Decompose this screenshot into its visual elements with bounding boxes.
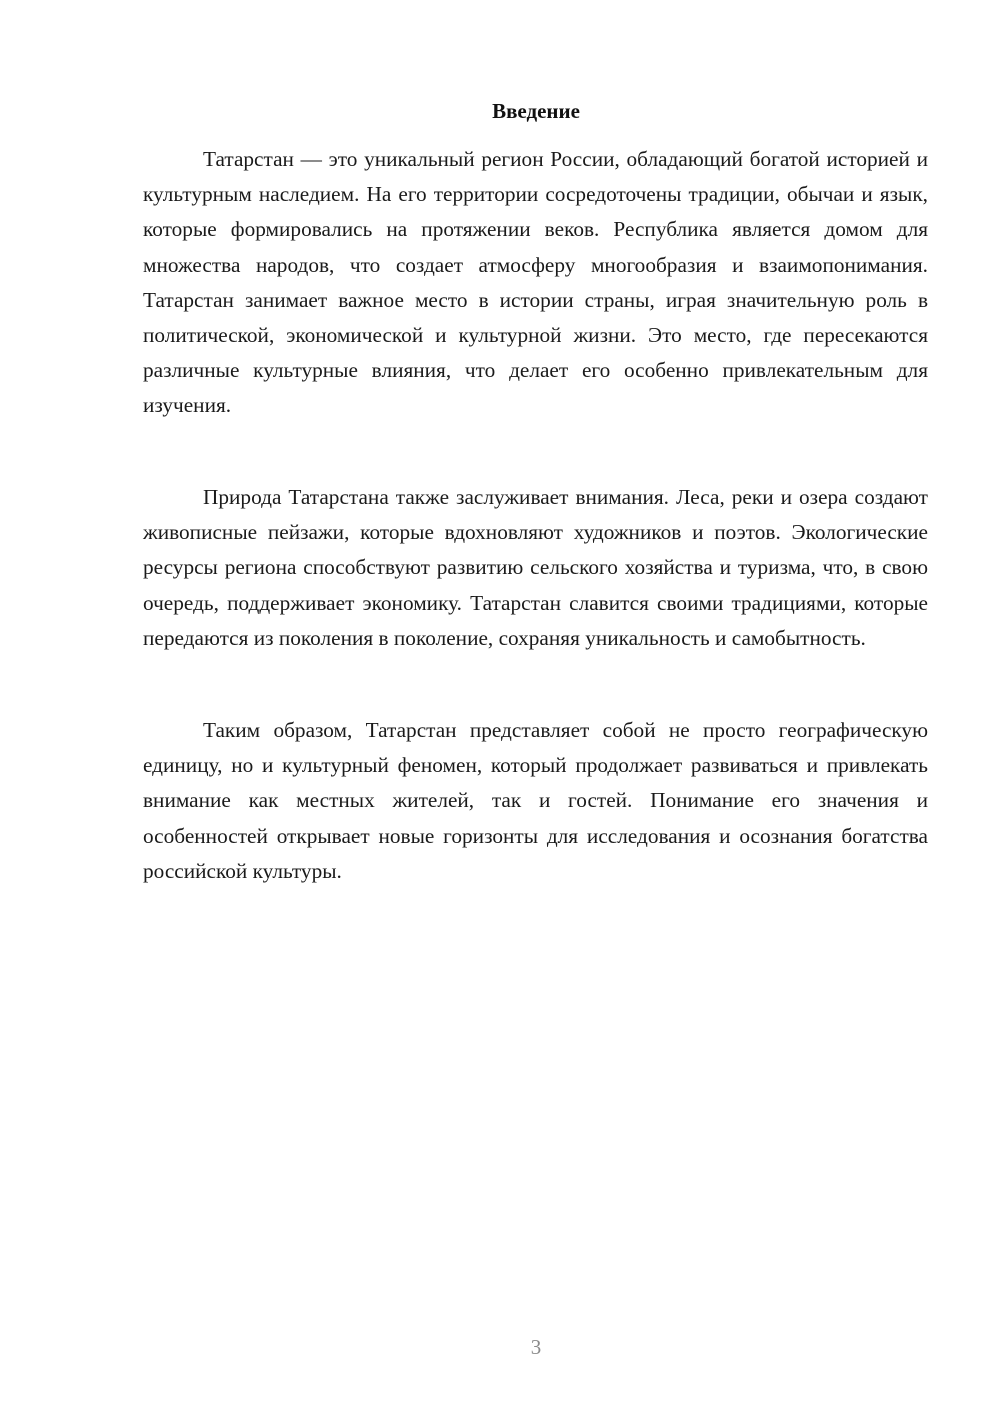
paragraph-nature: Природа Татарстана также заслуживает внимания. Леса, реки и озера создают живописные пейзажи, которые вдохновляют художников и поэтов. Экологические ресурсы региона способствуют развитию сельского хозяйства и туризма, что, в свою очередь, поддерживает экономику. Татарстан славится своими традициями, которые передаются из поколения в поколение, сохраняя уникальность и самобытность.: [143, 485, 928, 650]
paragraph-intro: Татарстан — это уникальный регион России, обладающий богатой историей и культурным наследием. На его территории сосредоточены традиции, обычаи и язык, которые формировались на протяжении веков. Республика является домом для множества народов, что создает атмосферу многообразия и взаимопонимания. Татарстан занимает важное место в истории страны, играя значительную роль в политической, экономической и культурной жизни. Это место, где пересекаются различные культурные влияния, что делает его особенно привлекательным для изучения.: [143, 147, 928, 418]
page-number: 3: [530, 1335, 542, 1359]
section-heading: Введение: [492, 99, 580, 123]
paragraph-conclusion: Таким образом, Татарстан представляет собой не просто географическую единицу, но и культурный феномен, который продолжает развиваться и привлекать внимание как местных жителей, так и гостей. Понимание его значения и особенностей открывает новые горизонты для исследования и осознания богатства российской культуры.: [143, 718, 928, 883]
